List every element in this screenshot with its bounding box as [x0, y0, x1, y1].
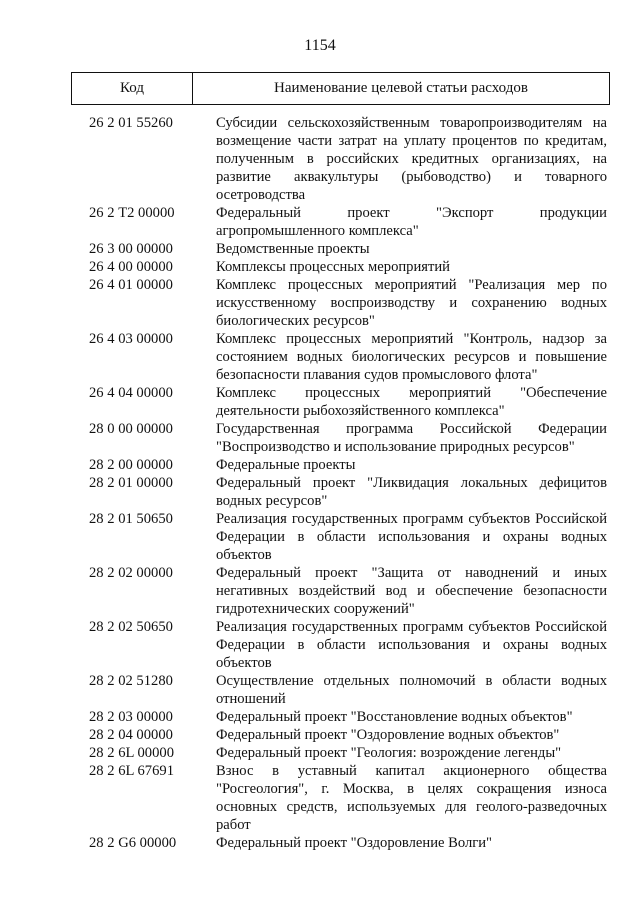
row-code: 28 2 G6 00000: [89, 835, 177, 851]
row-name: Комплекс процессных мероприятий "Обеспечение деятельности рыбохозяйственного комплекса": [216, 385, 607, 419]
table-row: [71, 456, 610, 474]
row-code: 28 2 04 00000: [89, 727, 173, 743]
table-row: [71, 672, 610, 708]
row-name: Субсидии сельскохозяйственным товаропроизводителям на возмещение части затрат на уплату процентов по кредитам, полученным в российских кредитных организациях, на развитие аквакультуры (рыбоводство) и товарного осетроводства: [216, 115, 607, 203]
table-row: [71, 708, 610, 726]
row-name: Федеральные проекты: [216, 457, 356, 473]
row-name: Федеральный проект "Геология: возрождение легенды": [216, 745, 562, 761]
row-code: 28 2 01 50650: [89, 511, 173, 527]
table-row: [71, 618, 610, 672]
row-code: 28 2 6L 00000: [89, 745, 174, 761]
table-row: [71, 762, 610, 834]
row-name: Взнос в уставный капитал акционерного общества "Росгеология", г. Москва, в целях сокращения износа основных средств, используемых для геолого-разведочных работ: [216, 763, 607, 833]
row-code: 28 0 00 00000: [89, 421, 173, 437]
row-name: Федеральный проект "Оздоровление Волги": [216, 835, 493, 851]
row-code: 26 3 00 00000: [89, 241, 173, 257]
row-name: Государственная программа Российской Федерации "Воспроизводство и использование природных ресурсов": [216, 421, 607, 455]
table-row: [71, 474, 610, 510]
header-code: Код: [72, 73, 193, 104]
header-name: Наименование целевой статьи расходов: [274, 80, 528, 96]
row-code: 26 2 Т2 00000: [89, 205, 175, 221]
row-name: Федеральный проект "Защита от наводнений и иных негативных воздействий вод и обеспечение безопасности гидротехнических сооружений": [216, 565, 607, 617]
row-code: 26 4 03 00000: [89, 331, 173, 347]
table-row: [71, 258, 610, 276]
row-code: 26 2 01 55260: [89, 115, 173, 131]
row-code: 28 2 02 50650: [89, 619, 173, 635]
table-row: [71, 114, 610, 204]
table-row: [71, 384, 610, 420]
table-row: [71, 420, 610, 456]
table-row: [71, 510, 610, 564]
row-name: Осуществление отдельных полномочий в области водных отношений: [216, 673, 607, 707]
row-code: 26 4 01 00000: [89, 277, 173, 293]
row-name: Комплексы процессных мероприятий: [216, 259, 450, 275]
row-code: 28 2 00 00000: [89, 457, 173, 473]
table-row: [71, 204, 610, 240]
row-code: 28 2 02 51280: [89, 673, 173, 689]
page-number: 1154: [304, 37, 336, 54]
table-row: [71, 744, 610, 762]
row-code: 28 2 01 00000: [89, 475, 173, 491]
row-name: Реализация государственных программ субъектов Российской Федерации в области использования и охраны водных объектов: [216, 619, 607, 671]
row-name: Федеральный проект "Восстановление водных объектов": [216, 709, 573, 725]
row-code: 28 2 03 00000: [89, 709, 173, 725]
row-code: 26 4 04 00000: [89, 385, 173, 401]
table-body: [71, 114, 610, 852]
row-code: 28 2 6L 67691: [89, 763, 174, 779]
row-code: 28 2 02 00000: [89, 565, 173, 581]
row-name: Ведомственные проекты: [216, 241, 370, 257]
table-row: [71, 330, 610, 384]
table-header: [71, 72, 610, 105]
row-name: Федеральный проект "Оздоровление водных объектов": [216, 727, 560, 743]
table-row: [71, 834, 610, 852]
table-row: [71, 564, 610, 618]
row-name: Реализация государственных программ субъектов Российской Федерации в области использования и охраны водных объектов: [216, 511, 607, 563]
row-name: Комплекс процессных мероприятий "Реализация мер по искусственному воспроизводству и сохранению водных биологических ресурсов": [216, 277, 607, 329]
table-row: [71, 240, 610, 258]
row-name: Федеральный проект "Экспорт продукции агропромышленного комплекса": [216, 205, 607, 239]
row-name: Федеральный проект "Ликвидация локальных дефицитов водных ресурсов": [216, 475, 607, 509]
row-code: 26 4 00 00000: [89, 259, 173, 275]
table-row: [71, 726, 610, 744]
row-name: Комплекс процессных мероприятий "Контроль, надзор за состоянием водных биологических ресурсов и повышение безопасности плавания судов промыслового флота": [216, 331, 607, 383]
table-row: [71, 276, 610, 330]
